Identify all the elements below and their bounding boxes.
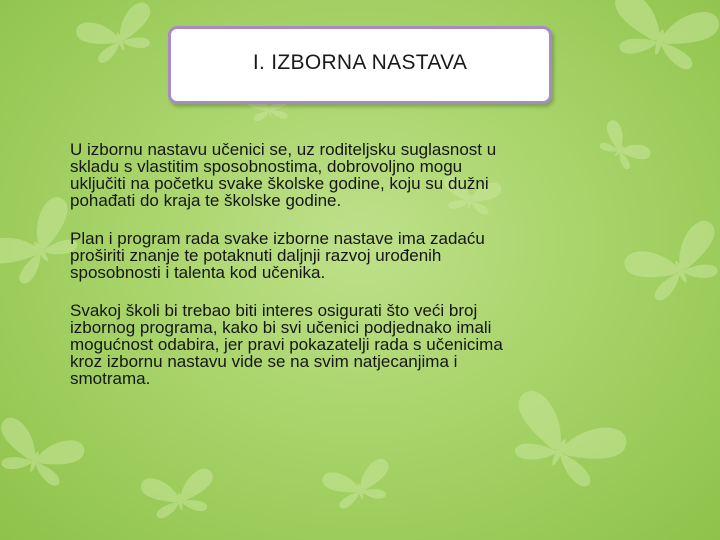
butterfly-icon — [321, 457, 397, 512]
butterfly-icon — [0, 415, 87, 492]
butterfly-icon — [74, 0, 162, 68]
paragraph-2: Plan i program rada svake izborne nastave ima zadaću proširiti znanje te potaknuti daljnji razvoj urođenih sposobnosti i talenta kod učenika. — [70, 229, 485, 282]
paragraph-1: U izbornu nastavu učenici se, uz roditeljsku suglasnost u skladu s vlastitim sposobnostima, dobrovoljno mogu uključiti na početku svake školske godine, koju su dužni pohađati do kraja te školske godine. — [70, 140, 497, 210]
content-body — [70, 141, 670, 387]
butterfly-icon — [140, 467, 219, 520]
title-box — [168, 26, 552, 104]
paragraph-3: Svakoj školi bi trebao biti interes osigurati što veći broj izbornog programa, kako bi svi učenici podjednako imali mogućnost odabira, jer pravi pokazatelji rada s učenicima kroz izbornu nastavu vide se na svim natjecanjima i smotrama. — [70, 301, 503, 388]
butterfly-icon — [603, 0, 720, 75]
slide-title: I. IZBORNA NASTAVA — [252, 51, 468, 74]
butterfly-icon — [497, 387, 630, 496]
